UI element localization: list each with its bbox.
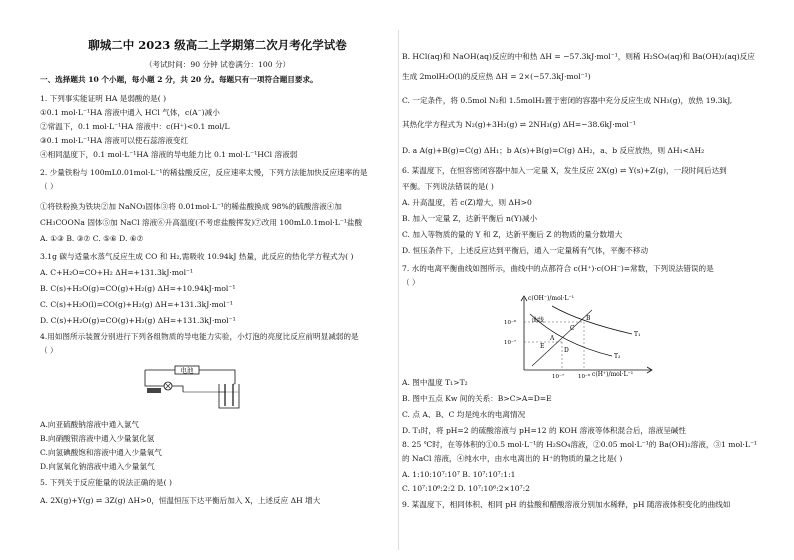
exam-subtitle: （考试时间：90 分钟 试卷满分：100 分）: [144, 60, 291, 69]
question-line: ①将铁粉换为铁块②加 NaNO₃固体③将 0.01mol·L⁻¹的稀盐酸换成 98%的硫酸溶液④加: [40, 202, 342, 211]
question-line: 的 NaCl 溶液，④纯水中，由水电离出的 H⁺的物质的量之比是( ): [402, 454, 623, 463]
t1-label: T₁: [634, 331, 641, 338]
option-line: D. T₁时，将 pH=2 的硫酸溶液与 pH=12 的 KOH 溶液等体积混合后，溶液呈碱性: [402, 426, 686, 435]
x-tick-label: 10⁻⁷: [552, 374, 565, 378]
question-line: C. 一定条件，将 0.5mol N₂和 1.5molH₂置于密闭的容器中充分反应生成 NH₃(g)，放热 19.3kJ,: [402, 96, 733, 105]
question-line: 5. 下列关于反应能量的说法正确的是( ): [40, 478, 172, 487]
question-line: 生成 2molH₂O(l)的反应热 ΔH = 2×(−57.3kJ·mol⁻¹): [402, 72, 591, 81]
option-line: A. 1:10:10⁷:10⁷ B. 10⁷:10⁷:1:1: [402, 470, 516, 479]
graph-y-label: c(OH⁻)/mol·L⁻¹: [528, 295, 575, 302]
y-tick-label: 10⁻⁷: [504, 340, 517, 346]
question-line: D. a A(g)+B(g)=C(g) ΔH₁；b A(s)+B(g)=C(g) ΔH₂，a、b 反应放热，则 ΔH₁<ΔH₂: [402, 146, 705, 155]
question-line: 1. 下列事实能证明 HA 是弱酸的是( ): [40, 94, 167, 103]
option-line: C. 加入等物质的量的 Y 和 Z，达新平衡后 Z 的物质的量分数增大: [402, 230, 623, 239]
question-line: 其热化学方程式为 N₂(g)+3H₂(g) ⇌ 2NH₃(g) ΔH=−38.6kJ·mol⁻¹: [402, 120, 636, 129]
question-line: （ ）: [40, 346, 58, 355]
question-line: 6. 某温度下，在恒容密闭容器中加入一定量 X，发生反应 2X(g) ⇌ Y(s)+Z(g)，一段时间后达到: [402, 166, 727, 175]
x-tick-label: 10⁻⁶: [578, 374, 591, 378]
column-divider: [398, 30, 399, 550]
section-heading: 一、选择题共 10 个小题，每小题 2 分，共 20 分。每题只有一项符合题目要求。: [40, 75, 318, 84]
question-line: 4.用如图所示装置分别进行下列各组物质的导电能力实验，小灯泡的亮度比反应前明显减弱的是: [40, 332, 359, 341]
t2-label: T₂: [614, 353, 621, 360]
question-line: A. 2X(g)+Y(g) ⇌ 3Z(g) ΔH>0，恒温恒压下达平衡后加入 X，上述反应 ΔH 增大: [40, 496, 321, 505]
question-line: 7. 水的电离平衡曲线如图所示，曲线中的点都符合 c(H⁺)·c(OH⁻)=常数，下列说法错误的是: [402, 264, 714, 273]
option-line: D. 恒压条件下，上述反应达到平衡后，通入一定量稀有气体，平衡不移动: [402, 246, 649, 255]
option-line: C.向氢碘酸饱和溶液中通入少量氧气: [40, 448, 162, 457]
question-line: 9. 某温度下，相同体积、相同 pH 的盐酸和醋酸溶液分别加水稀释，pH 随溶液体积变化的曲线如: [402, 500, 731, 509]
option-line: B. 加入一定量 Z，达新平衡后 n(Y)减小: [402, 214, 538, 223]
curve-label: 曲线: [532, 317, 545, 324]
question-line: ②常温下，0.1 mol·L⁻¹HA 溶液中：c(H⁺)<0.1 mol/L: [40, 122, 230, 131]
option-line: B.向硝酸银溶液中通入少量氯化氢: [40, 434, 155, 443]
question-line: B. C(s)+H₂O(g)=CO(g)+H₂(g) ΔH=+10.94kJ·mol⁻¹: [40, 284, 236, 293]
question-line: D. C(s)+H₂O(g)=CO(g)+H₂(g) ΔH=+131.3kJ·mol⁻¹: [40, 316, 236, 325]
question-line: A. C+H₂O=CO+H₂ ΔH=+131.3kJ·mol⁻¹: [40, 268, 194, 277]
option-line: A.向亚硫酸钠溶液中通入氯气: [40, 420, 140, 429]
question-line: B. HCl(aq)和 NaOH(aq)反应的中和热 ΔH = −57.3kJ·mol⁻¹，则稀 H₂SO₄(aq)和 Ba(OH)₂(aq)反应: [402, 52, 755, 61]
battery-label: 电池: [180, 366, 194, 375]
option-line: C. 10⁷:10⁶:2:2 D. 10⁷:10⁶:2×10⁷:2: [402, 484, 530, 493]
option-line: B. 图中五点 Kw 间的关系：B>C>A=D=E: [402, 394, 552, 403]
point-label: E: [540, 343, 545, 350]
question-line: ③0.1 mol·L⁻¹HA 溶液可以使石蕊溶液变红: [40, 136, 189, 145]
point-label: A: [550, 335, 555, 342]
option-line: A. 图中温度 T₁>T₂: [402, 378, 468, 387]
option-line: A. 升高温度，若 c(Z)增大，则 ΔH>0: [402, 198, 532, 207]
point-label: B: [586, 315, 591, 322]
beaker-icon: [219, 384, 239, 408]
conductivity-apparatus-figure: [135, 362, 245, 416]
water-ionization-graph: [492, 292, 662, 378]
question-line: ④相同温度下，0.1 mol·L⁻¹HA 溶液的导电能力比 0.1 mol·L⁻¹HCl 溶液弱: [40, 150, 298, 159]
question-line: 8. 25 ℃时，在等体积的①0.5 mol·L⁻¹的 H₂SO₄溶液，②0.05 mol·L⁻¹的 Ba(OH)₂溶液，③1 mol·L⁻¹: [402, 440, 757, 449]
option-line: C. 点 A、B、C 均是纯水的电离情况: [402, 410, 526, 419]
option-line: D.向氢氧化钠溶液中通入少量氯气: [40, 462, 155, 471]
question-line: C. C(s)+H₂O(l)=CO(g)+H₂(g) ΔH=+131.3kJ·mol⁻¹: [40, 300, 233, 309]
point-label: C: [570, 325, 575, 332]
question-line: 3.1g 碳与适量水蒸气反应生成 CO 和 H₂,需吸收 10.94kJ 热量，此反应的热化学方程式为( ): [40, 252, 354, 261]
question-line: A. ①③ B. ③⑦ C. ⑤⑥ D. ⑥⑦: [40, 234, 144, 243]
question-line: （ ）: [402, 278, 420, 287]
question-line: 2. 少量铁粉与 100mL0.01mol·L⁻¹的稀盐酸反应，反应速率太慢，下列方法能加快反应速率的是: [40, 168, 368, 177]
question-line: CH₃COONa 固体⑤加 NaCl 溶液⑥升高温度(不考虑盐酸挥发)⑦改用 100mL0.1mol·L⁻¹盐酸: [40, 218, 363, 227]
graph-x-label: c(H⁺)/mol·L⁻¹: [592, 371, 634, 378]
point-label: D: [564, 347, 569, 354]
question-line: （ ）: [40, 182, 58, 191]
question-line: ①0.1 mol·L⁻¹HA 溶液中通入 HCl 气体，c(A⁻)减小: [40, 108, 220, 117]
exam-title: 聊城二中 2023 级高二上学期第二次月考化学试卷: [88, 38, 347, 52]
y-tick-label: 10⁻⁶: [504, 320, 517, 326]
question-line: 平衡。下列说法错误的是( ): [402, 182, 494, 191]
